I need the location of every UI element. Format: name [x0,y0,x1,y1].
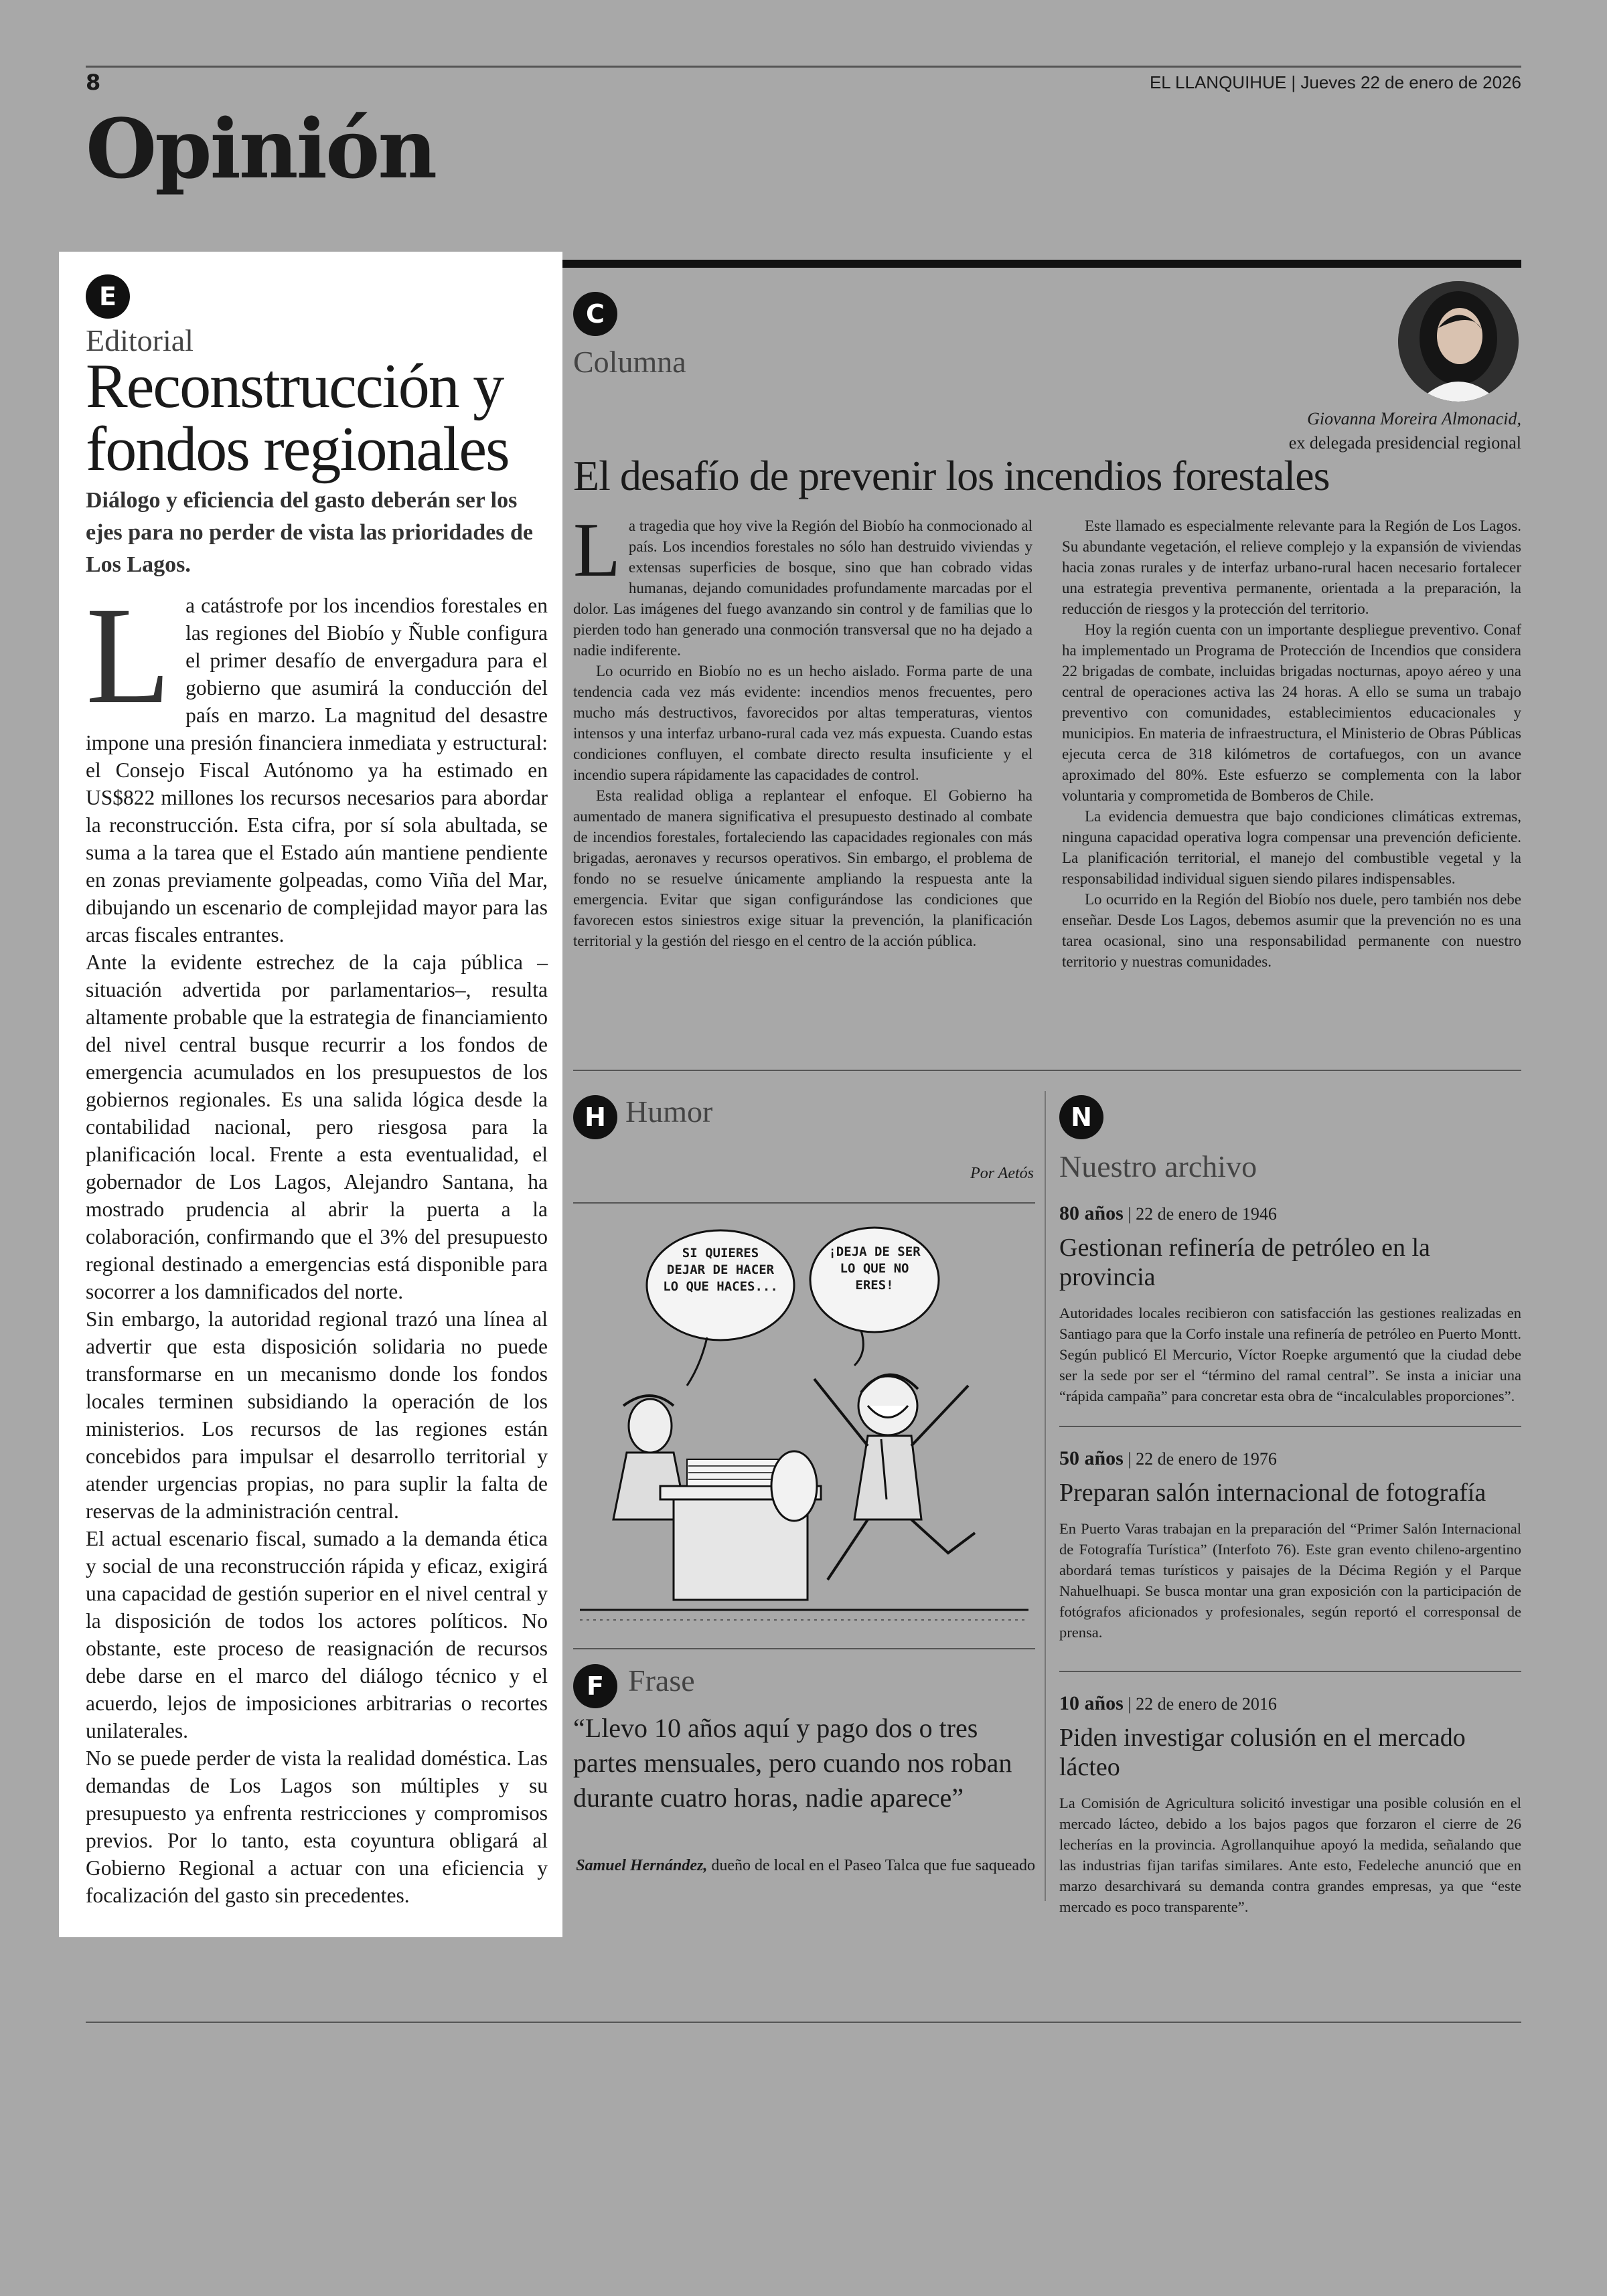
column-badge: C [573,292,617,336]
bubble-left-text: SI QUIERES DEJAR DE HACER LO QUE HACES... [663,1246,778,1294]
archive-headline: Gestionan refinería de petróleo en la provincia [1059,1234,1430,1291]
section-rule [562,260,1521,268]
column-dropcap: L [573,507,621,593]
archive-years: 10 años [1059,1692,1124,1714]
editorial-badge: E [86,274,130,319]
page-number: 8 [86,70,101,95]
column-kicker: Columna [573,345,686,379]
editorial-title: Reconstrucción y fondos regionales [86,351,509,484]
masthead: EL LLANQUIHUE | Jueves 22 de enero de 2026 [1149,72,1521,92]
author-name: Giovanna Moreira Almonacid, [1307,409,1521,428]
bottom-rule [86,2022,1521,2023]
editorial-paragraph: Ante la evidente estrechez de la caja pública –situación advertida por parlamentarios–, resulta altamente probable que la estrategia de financiamiento del nivel central busque recurrir a los fondos de emergencia acumulados en los presupuestos de los gobiernos regionales. Es una salida lógica desde la contabilidad nacional, pero riesgosa para la planificación local. Frente a esta eventualidad, el gobernador de Los Lagos, Alejandro Santana, ha mostrado prudencia al abrir la puerta a la colaboración, confirmando que el 3% del presupuesto regional destinado a emergencias está disponible para socorrer a los damnificados del norte. [86,951,548,1303]
column-body [573,507,1521,972]
frase-attribution [573,1854,1035,1877]
archive-date: 22 de enero de 1976 [1136,1449,1277,1469]
archive-entry: 50 años | 22 de enero de 1976 Preparan salón internacional de fotografía En Puerto Varas trabajan en la preparación del “Primer Salón Internacional de Fotografía Turística” (Interfoto 76). Este gran evento chileno-argentino abordará temas turísticos y paisajes de la Décima Región y el Parque Nahuelhuapi. Se busca montar una gran exposición con la participación de fotógrafos aficionados y profesionales, según reportó el corresponsal de prensa. [1059,1447,1521,1643]
bubble-right-text: ¡DEJA DE SER LO QUE NO ERES! [828,1244,921,1293]
editorial-subtitle: Diálogo y eficiencia del gasto deberán ser los ejes para no perder de vista las prioridades de Los Lagos. [86,488,534,577]
column-paragraph: La evidencia demuestra que bajo condiciones climáticas extremas, ninguna capacidad operativa logra compensar una prevención deficiente. La planificación territorial, el manejo del combustible vegetal y la responsabilidad individual siguen siendo pilares indispensables. [1062,808,1521,887]
column-paragraph: Este llamado es especialmente relevante para la Región de Los Lagos. Su abundante vegetación, el relieve complejo y la expansión de viviendas hacia zonas rurales y de interfaz urbano-rural hacen necesario fortalecer una estrategia preventiva permanente, orientada a la preparación, la reducción de riesgos y la protección del territorio. [1062,517,1521,617]
archive-entry: 10 años | 22 de enero de 2016 Piden investigar colusión en el mercado lácteo La Comisión de Agricultura solicitó investigar una posible colusión en el mercado lácteo, debido a los bajos pagos que forzaron el cierre de 26 lecherías en la provincia. Agrollanquihue apoyó la medida, señalando que las industrias fijan tarifas similares. Ante esto, Fedeleche anunció que en marzo desarchivará su demanda contra grandes empresas, ya que “este mercado es poco transparente”. [1059,1692,1521,1917]
archive-headline: Piden investigar colusión en el mercado lácteo [1059,1724,1466,1781]
section-title: Opinión [86,100,436,197]
frase-author: Samuel Hernández, [576,1857,708,1874]
archive-kicker: Nuestro archivo [1059,1149,1257,1183]
archive-text: En Puerto Varas trabajan en la preparación del “Primer Salón Internacional de Fotografía Turística” (Interfoto 76). Este gran evento chileno-argentino abordará temas turísticos y paisajes de la Décima Región y el Parque Nahuelhuapi. Se busca montar una gran exposición con la participación de fotógrafos aficionados y profesionales, según reportó el corresponsal de prensa. [1059,1520,1521,1641]
frase-author-desc: dueño de local en el Paseo Talca que fue saqueado [711,1857,1035,1874]
top-rule [86,66,1521,68]
frase-kicker: Frase [628,1663,695,1698]
column-paragraph: Esta realidad obliga a replantear el enfoque. El Gobierno ha aumentado de manera significativa el presupuesto destinado al combate de incendios forestales, fortaleciendo las capacidades regionales con más brigadas, aeronaves y recursos operativos. Sin embargo, el problema de fondo no se resuelve únicamente ampliando la respuesta ante la emergencia. Evitar que sigan configurándose las condiciones que favorecen estos siniestros exige situar la prevención, la planificación territorial y la gestión del riesgo en el centro de la acción pública. [573,787,1032,949]
issue-date: Jueves 22 de enero de 2026 [1300,72,1521,92]
humor-rule [573,1202,1035,1204]
archive-badge: N [1059,1095,1103,1139]
archive-years: 50 años [1059,1447,1124,1469]
column-paragraph: Hoy la región cuenta con un importante despliegue preventivo. Conaf ha implementado un Programa de Protección de Incendios que considera 22 brigadas de combate, incluidas brigadas nocturnas, apoyo aéreo y una central de operaciones activa las 24 horas. A ello se suma un trabajo preventivo con comunidades, establecimientos educacionales y municipios. En materia de infraestructura, el Ministerio de Obras Públicas ejecuta cerca de 318 kilómetros de cortafuegos, con un avance aproximado del 80%. Este esfuerzo se complementa con la labor voluntaria y comprometida de Bomberos de Chile. [1062,621,1521,804]
editorial-body [86,578,548,1909]
archive-date: 22 de enero de 1946 [1136,1204,1277,1224]
editorial-paragraph: El actual escenario fiscal, sumado a la demanda ética y social de una reconstrucción rápida y eficaz, exigirá una capacidad de gestión superior en el nivel central y la disposición de todos los actores políticos. No obstante, este proceso de reasignación de recursos debe darse en el marco del diálogo técnico y el acuerdo, lejos de imposiciones arbitrarias o recortes unilaterales. [86,1527,548,1742]
archive-text: Autoridades locales recibieron con satisfacción las gestiones realizadas en Santiago para que la Corfo instale una refinería de petróleo en Puerto Montt. Según publicó El Mercurio, Víctor Roepke argumentó que la ciudad debe ser la sede por ser el “término del ramal central”. Se insta a iniciar una “rápida campaña” para concretar esta obra de “incalculables proporciones”. [1059,1305,1521,1404]
editorial-paragraph: Sin embargo, la autoridad regional trazó una línea al advertir que esta disposición solidaria no puede transformarse en un mecanismo donde los fondos locales terminen subsidiando la operación de los ministerios. Los recursos de las regiones están concebidos para impulsar el desarrollo territorial y atender urgencias propias, no para suplir la falta de reservas de la administración central. [86,1307,548,1523]
humor-kicker: Humor [625,1094,713,1129]
column-title: El desafío de prevenir los incendios forestales [573,452,1330,499]
archive-years: 80 años [1059,1202,1124,1224]
archive-rule [1059,1426,1521,1427]
archive-headline: Preparan salón internacional de fotografía [1059,1479,1486,1507]
archive-rule [1059,1671,1521,1672]
editorial-paragraph: No se puede perder de vista la realidad doméstica. Las demandas de Los Lagos son múltiples y su presupuesto ya enfrenta restricciones y compromisos previos. Por lo tanto, esta coyuntura obligará al Gobierno Regional a actuar con una eficiencia y focalización del gasto sin precedentes. [86,1746,548,1907]
archive-text: La Comisión de Agricultura solicitó investigar una posible colusión en el mercado lácteo, debido a los bajos pagos que forzaron el cierre de 26 lecherías en la provincia. Agrollanquihue apoyó la medida, señalando que las industrias fijan tarifas similares. Ante esto, Fedeleche anunció que en marzo desarchivará su demanda contra grandes empresas, ya que “este mercado es poco transparente”. [1059,1795,1521,1915]
frase-top-rule [573,1648,1035,1649]
archive-date: 22 de enero de 2016 [1136,1694,1277,1714]
column-paragraph: Lo ocurrido en Biobío no es un hecho aislado. Forma parte de una tendencia cada vez más evidente: incendios menos frecuentes, pero mucho más destructivos, favorecidos por altas temperaturas, vientos intensos y una interfaz urbano-rural cada vez más expuesta. Cuando estas condiciones confluyen, el combate directo resulta insuficiente y el incendio supera rápidamente las capacidades de control. [573,663,1032,783]
editorial-dropcap: L [86,578,171,732]
column-bottom-rule [573,1070,1521,1071]
frase-quote: “Llevo 10 años aquí y pago dos o tres partes mensuales, pero cuando nos roban durante cuatro horas, nadie aparece” [573,1713,1012,1813]
frase-badge: F [573,1664,617,1708]
author-role: ex delegada presidencial regional [1288,433,1521,453]
newspaper-name: EL LLANQUIHUE [1149,72,1287,92]
column-byline [1289,407,1521,455]
archive-divider [1045,1091,1046,1901]
column-paragraph: La tragedia que hoy vive la Región del Biobío ha conmocionado al país. Los incendios forestales no sólo han destruido viviendas y extensas superficies de bosque, sino que han cobrado vidas humanas, dejando comunidades profundamente marcadas por el dolor. Las imágenes del fuego avanzando sin control y de familias que lo pierden todo han generado una conmoción transversal que no ha dejado a nadie indiferente. [573,507,1032,659]
humor-byline: Por Aetós [970,1165,1034,1182]
column-paragraph: Lo ocurrido en la Región del Biobío nos duele, pero también nos debe enseñar. Desde Los Lagos, debemos asumir que la prevención no es una tarea ocasional, sino una responsabilidad permanente con nuestro territorio y nuestras comunidades. [1062,891,1521,970]
editorial-paragraph: La catástrofe por los incendios forestales en las regiones del Biobío y Ñuble configura el primer desafío de envergadura para el gobierno que asumirá la conducción del país en marzo. La magnitud del desastre impone una presión financiera inmediata y estructural: el Consejo Fiscal Autónomo ya ha estimado en US$822 millones los recursos necesarios para abordar la reconstrucción. Esta cifra, por sí sola abultada, se suma a la tarea que el Estado aún mantiene pendiente en zonas previamente golpeadas, como Viña del Mar, dibujando un escenario de complejidad mayor para las arcas fiscales entrantes. [86,578,548,947]
humor-cartoon [573,1205,1035,1633]
humor-badge: H [573,1095,617,1139]
author-photo [1398,281,1519,402]
archive-entry: 80 años | 22 de enero de 1946 Gestionan refinería de petróleo en la provincia Autoridades locales recibieron con satisfacción las gestiones realizadas en Santiago para que la Corfo instale una refinería de petróleo en Puerto Montt. Según publicó El Mercurio, Víctor Roepke argumentó que la ciudad debe ser la sede por ser el “término del ramal central”. Se insta a iniciar una “rápida campaña” para concretar esta obra de “incalculables proporciones”. [1059,1202,1521,1406]
editorial-kicker: Editorial [86,323,194,357]
